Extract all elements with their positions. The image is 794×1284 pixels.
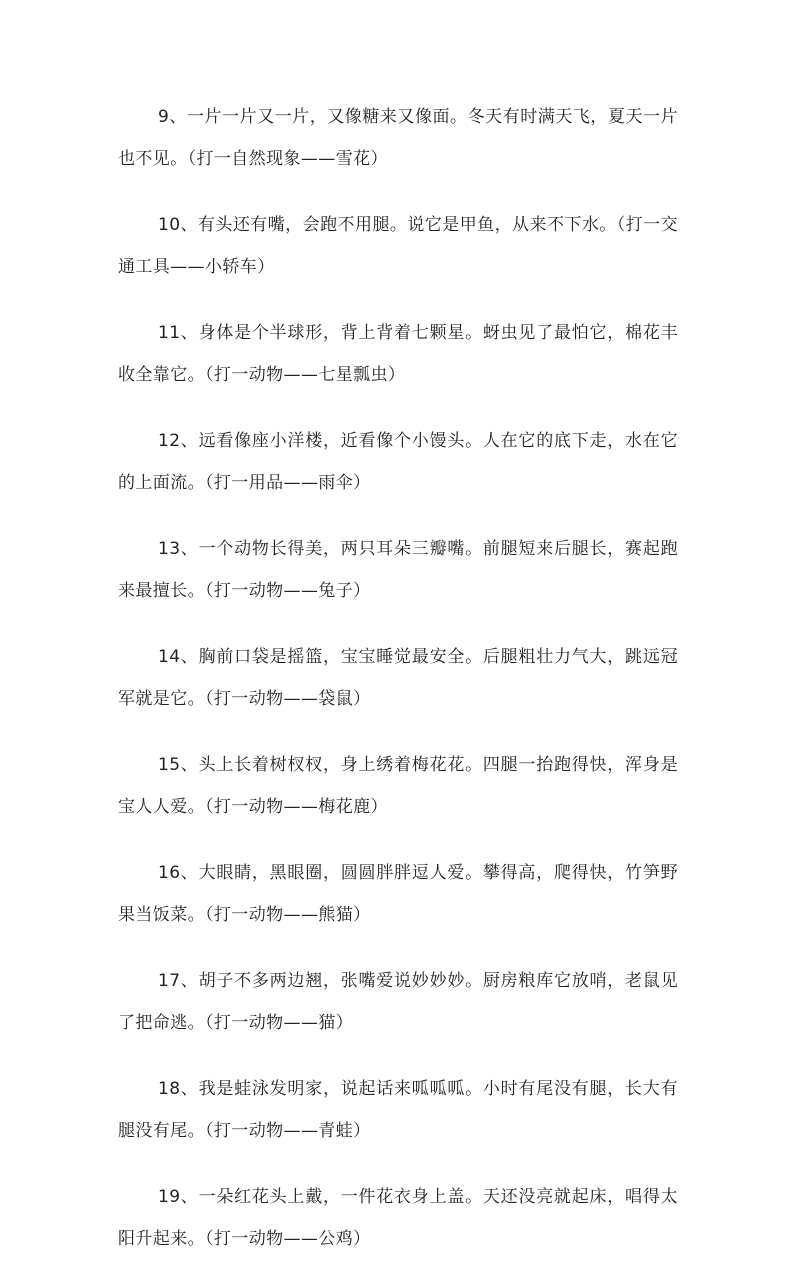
- riddle-19: 19、一朵红花头上戴，一件花衣身上盖。天还没亮就起床，唱得太阳升起来。（打一动物——公鸡）: [118, 1187, 678, 1249]
- document-page: [118, 96, 678, 1284]
- riddle-14: 14、胸前口袋是摇篮，宝宝睡觉最安全。后腿粗壮力气大，跳远冠军就是它。（打一动物——袋鼠）: [118, 647, 678, 709]
- riddle-12: 12、远看像座小洋楼，近看像个小馒头。人在它的底下走，水在它的上面流。（打一用品——雨伞）: [118, 431, 678, 493]
- riddle-16: 16、大眼睛，黑眼圈，圆圆胖胖逗人爱。攀得高，爬得快，竹笋野果当饭菜。（打一动物——熊猫）: [118, 863, 678, 925]
- riddle-11: 11、身体是个半球形，背上背着七颗星。蚜虫见了最怕它，棉花丰收全靠它。（打一动物——七星瓢虫）: [118, 323, 678, 385]
- riddle-17: 17、胡子不多两边翘，张嘴爱说妙妙妙。厨房粮库它放哨，老鼠见了把命逃。（打一动物——猫）: [118, 971, 678, 1033]
- riddle-9: 9、一片一片又一片，又像糖来又像面。冬天有时满天飞，夏天一片也不见。（打一自然现象——雪花）: [118, 107, 678, 169]
- riddle-15: 15、头上长着树杈杈，身上绣着梅花花。四腿一抬跑得快，浑身是宝人人爱。（打一动物——梅花鹿）: [118, 755, 678, 817]
- riddle-18: 18、我是蛙泳发明家，说起话来呱呱呱。小时有尾没有腿，长大有腿没有尾。（打一动物——青蛙）: [118, 1079, 678, 1141]
- riddle-13: 13、一个动物长得美，两只耳朵三瓣嘴。前腿短来后腿长，赛起跑来最擅长。（打一动物——兔子）: [118, 539, 678, 601]
- riddle-10: 10、有头还有嘴，会跑不用腿。说它是甲鱼，从来不下水。（打一交通工具——小轿车）: [118, 215, 678, 277]
